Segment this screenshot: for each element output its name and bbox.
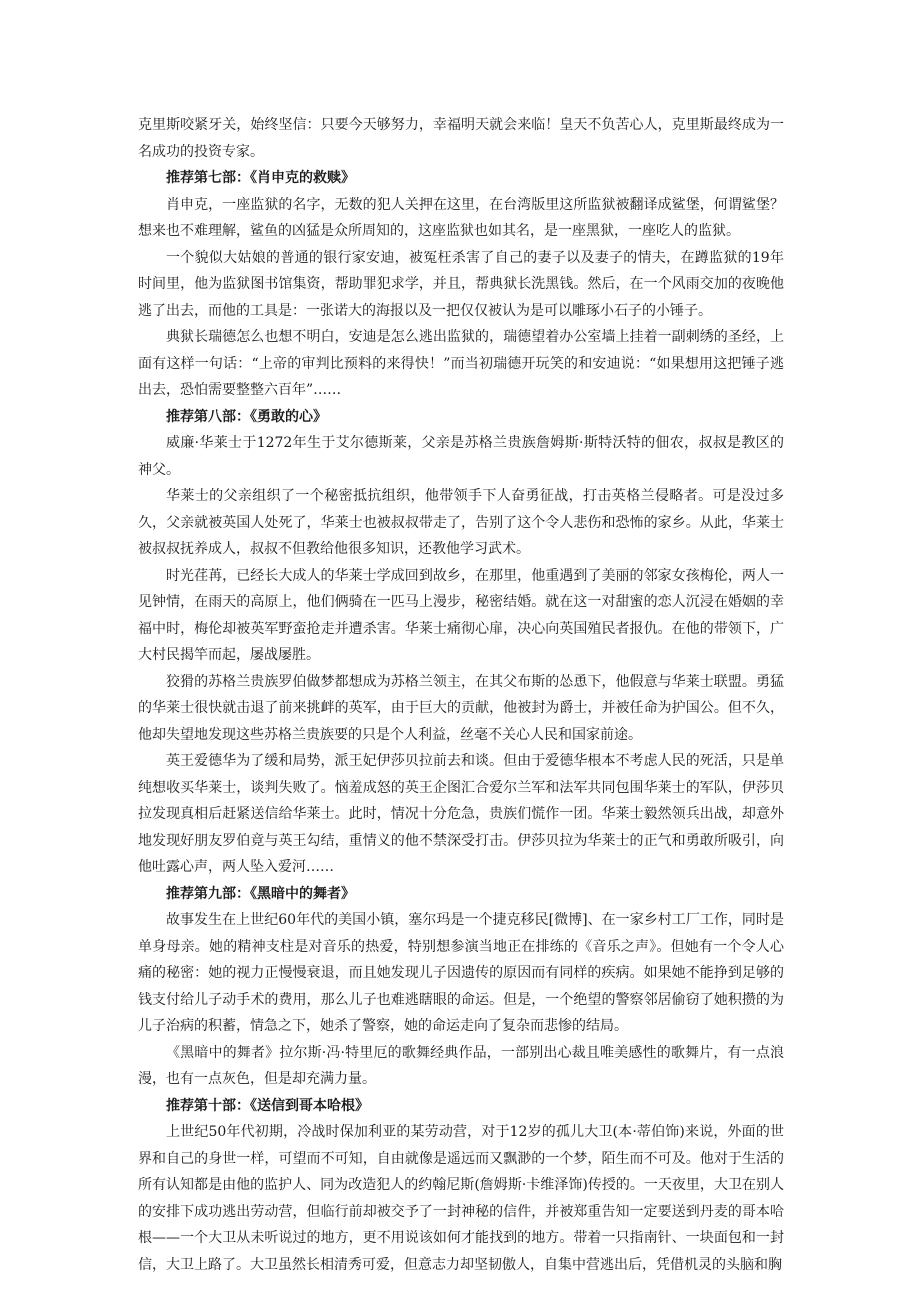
paragraph: 肖申克，一座监狱的名字，无数的犯人关押在这里，在台湾版里这所监狱被翻译成鲨堡，何谓鲨堡？想来也不难理解，鲨鱼的凶猛是众所周知的，这座监狱也如其名，是一座黑狱，一座吃人的监狱。 — [138, 196, 784, 239]
section-heading: 推荐第十部：《送信到哥本哈根》 — [166, 1097, 369, 1114]
paragraph: 上世纪50年代初期，冷战时保加利亚的某劳动营，对于12岁的孤儿大卫(本·蒂伯饰)来说，外面的世界和自己的身世一样，可望而不可知，自由就像是遥远而又飘渺的一个梦，陌生而不可及。他对于生活的所有认知都是由他的监护人、同为改造犯人的约翰尼斯(詹姆斯·卡维泽饰)传授的。一天夜里，大卫在别人的安排下成功逃出劳动营，但临行前却被交予了一封神秘的信件，并被郑重告知一定要送到丹麦的哥本哈根——一个大卫从未听说过的地方，更不用说该如何才能找到的地方。带着一只指南针、一块面包和一封信，大卫上路了。大卫虽然长相清秀可爱，但意志力却坚韧傲人，自集中营逃出后，凭借机灵的头脑和胸 — [138, 1124, 784, 1273]
paragraph: 英王爱德华为了缓和局势，派王妃伊莎贝拉前去和谈。但由于爱德华根本不考虑人民的死活，只是单纯想收买华莱士，谈判失败了。恼羞成怒的英王企图汇合爱尔兰军和法军共同包围华莱士的军队，伊莎贝拉发现真相后赶紧送信给华莱士。此时，情况十分危急，贵族们慌作一团。华莱士毅然领兵出战，却意外地发现好朋友罗伯竟与英王勾结，重情义的他不禁深受打击。伊莎贝拉为华莱士的正气和勇敢所吸引，向他吐露心声，两人坠入爱河…… — [138, 753, 784, 875]
paragraph: 故事发生在上世纪60年代的美国小镇，塞尔玛是一个捷克移民[微博]、在一家乡村工厂工作，同时是单身母亲。她的精神支柱是对音乐的热爱，特别想参演当地正在排练的《音乐之声》。但她有一个令人心痛的秘密：她的视力正慢慢衰退，而且她发现儿子因遗传的原因而有同样的疾病。如果她不能挣到足够的钱支付给儿子动手术的费用，那么儿子也难逃瞎眼的命运。但是，一个绝望的警察邻居偷窃了她积攒的为儿子治病的积蓄，情急之下，她杀了警察，她的命运走向了复杂而悲惨的结局。 — [138, 912, 784, 1034]
section-heading: 推荐第九部：《黑暗中的舞者》 — [166, 885, 355, 902]
paragraph: 典狱长瑞德怎么也想不明白，安迪是怎么逃出监狱的，瑞德望着办公室墙上挂着一副刺绣的圣经，上面有这样一句话：“上帝的审判比预料的来得快！”而当初瑞德开玩笑的和安迪说：“如果想用这把锤子逃出去，恐怕需要整整六百年”…… — [138, 329, 784, 398]
paragraph: 华莱士的父亲组织了一个秘密抵抗组织，他带领手下人奋勇征战，打击英格兰侵略者。可是没过多久，父亲就被英国人处死了，华莱士也被叔叔带走了，告别了这个令人悲伤和恐怖的家乡。从此，华莱士被叔叔抚养成人，叔叔不但教给他很多知识，还教他学习武术。 — [138, 488, 784, 557]
paragraph: 时光荏苒，已经长大成人的华莱士学成回到故乡，在那里，他重遇到了美丽的邻家女孩梅伦，两人一见钟情，在雨天的高原上，他们俩骑在一匹马上漫步，秘密结婚。就在这一对甜蜜的恋人沉浸在婚姻的幸福中时，梅伦却被英军野蛮抢走并遭杀害。华莱士痛彻心扉，决心向英国殖民者报仇。在他的带领下，广大村民揭竿而起，屡战屡胜。 — [138, 567, 784, 663]
document-page — [138, 112, 784, 1278]
section-heading: 推荐第八部：《勇敢的心》 — [166, 408, 327, 425]
paragraph: 克里斯咬紧牙关，始终坚信：只要今天够努力，幸福明天就会来临！皇天不负苦心人，克里斯最终成为一名成功的投资专家。 — [138, 117, 784, 160]
paragraph: 狡猾的苏格兰贵族罗伯做梦都想成为苏格兰领主，在其父布斯的怂恿下，他假意与华莱士联盟。勇猛的华莱士很快就击退了前来挑衅的英军，由于巨大的贡献，他被封为爵士，并被任命为护国公。但不久，他却失望地发现这些苏格兰贵族要的只是个人利益，丝毫不关心人民和国家前途。 — [138, 673, 784, 743]
paragraph: 威廉·华莱士于1272年生于艾尔德斯莱，父亲是苏格兰贵族詹姆斯·斯特沃特的佃农，叔叔是教区的神父。 — [138, 435, 784, 478]
paragraph: 《黑暗中的舞者》拉尔斯·冯·特里厄的歌舞经典作品，一部别出心裁且唯美感性的歌舞片，有一点浪漫，也有一点灰色，但是却充满力量。 — [138, 1044, 784, 1087]
section-heading: 推荐第七部：《肖申克的救赎》 — [166, 170, 355, 186]
paragraph: 一个貌似大姑娘的普通的银行家安迪，被冤枉杀害了自己的妻子以及妻子的情夫，在蹲监狱的19年时间里，他为监狱图书馆集资，帮助罪犯求学，并且，帮典狱长洗黑钱。然后，在一个风雨交加的夜晚他逃了出去，而他的工具是：一张诺大的海报以及一把仅仅被认为是可以雕琢小石子的小锤子。 — [138, 249, 784, 319]
